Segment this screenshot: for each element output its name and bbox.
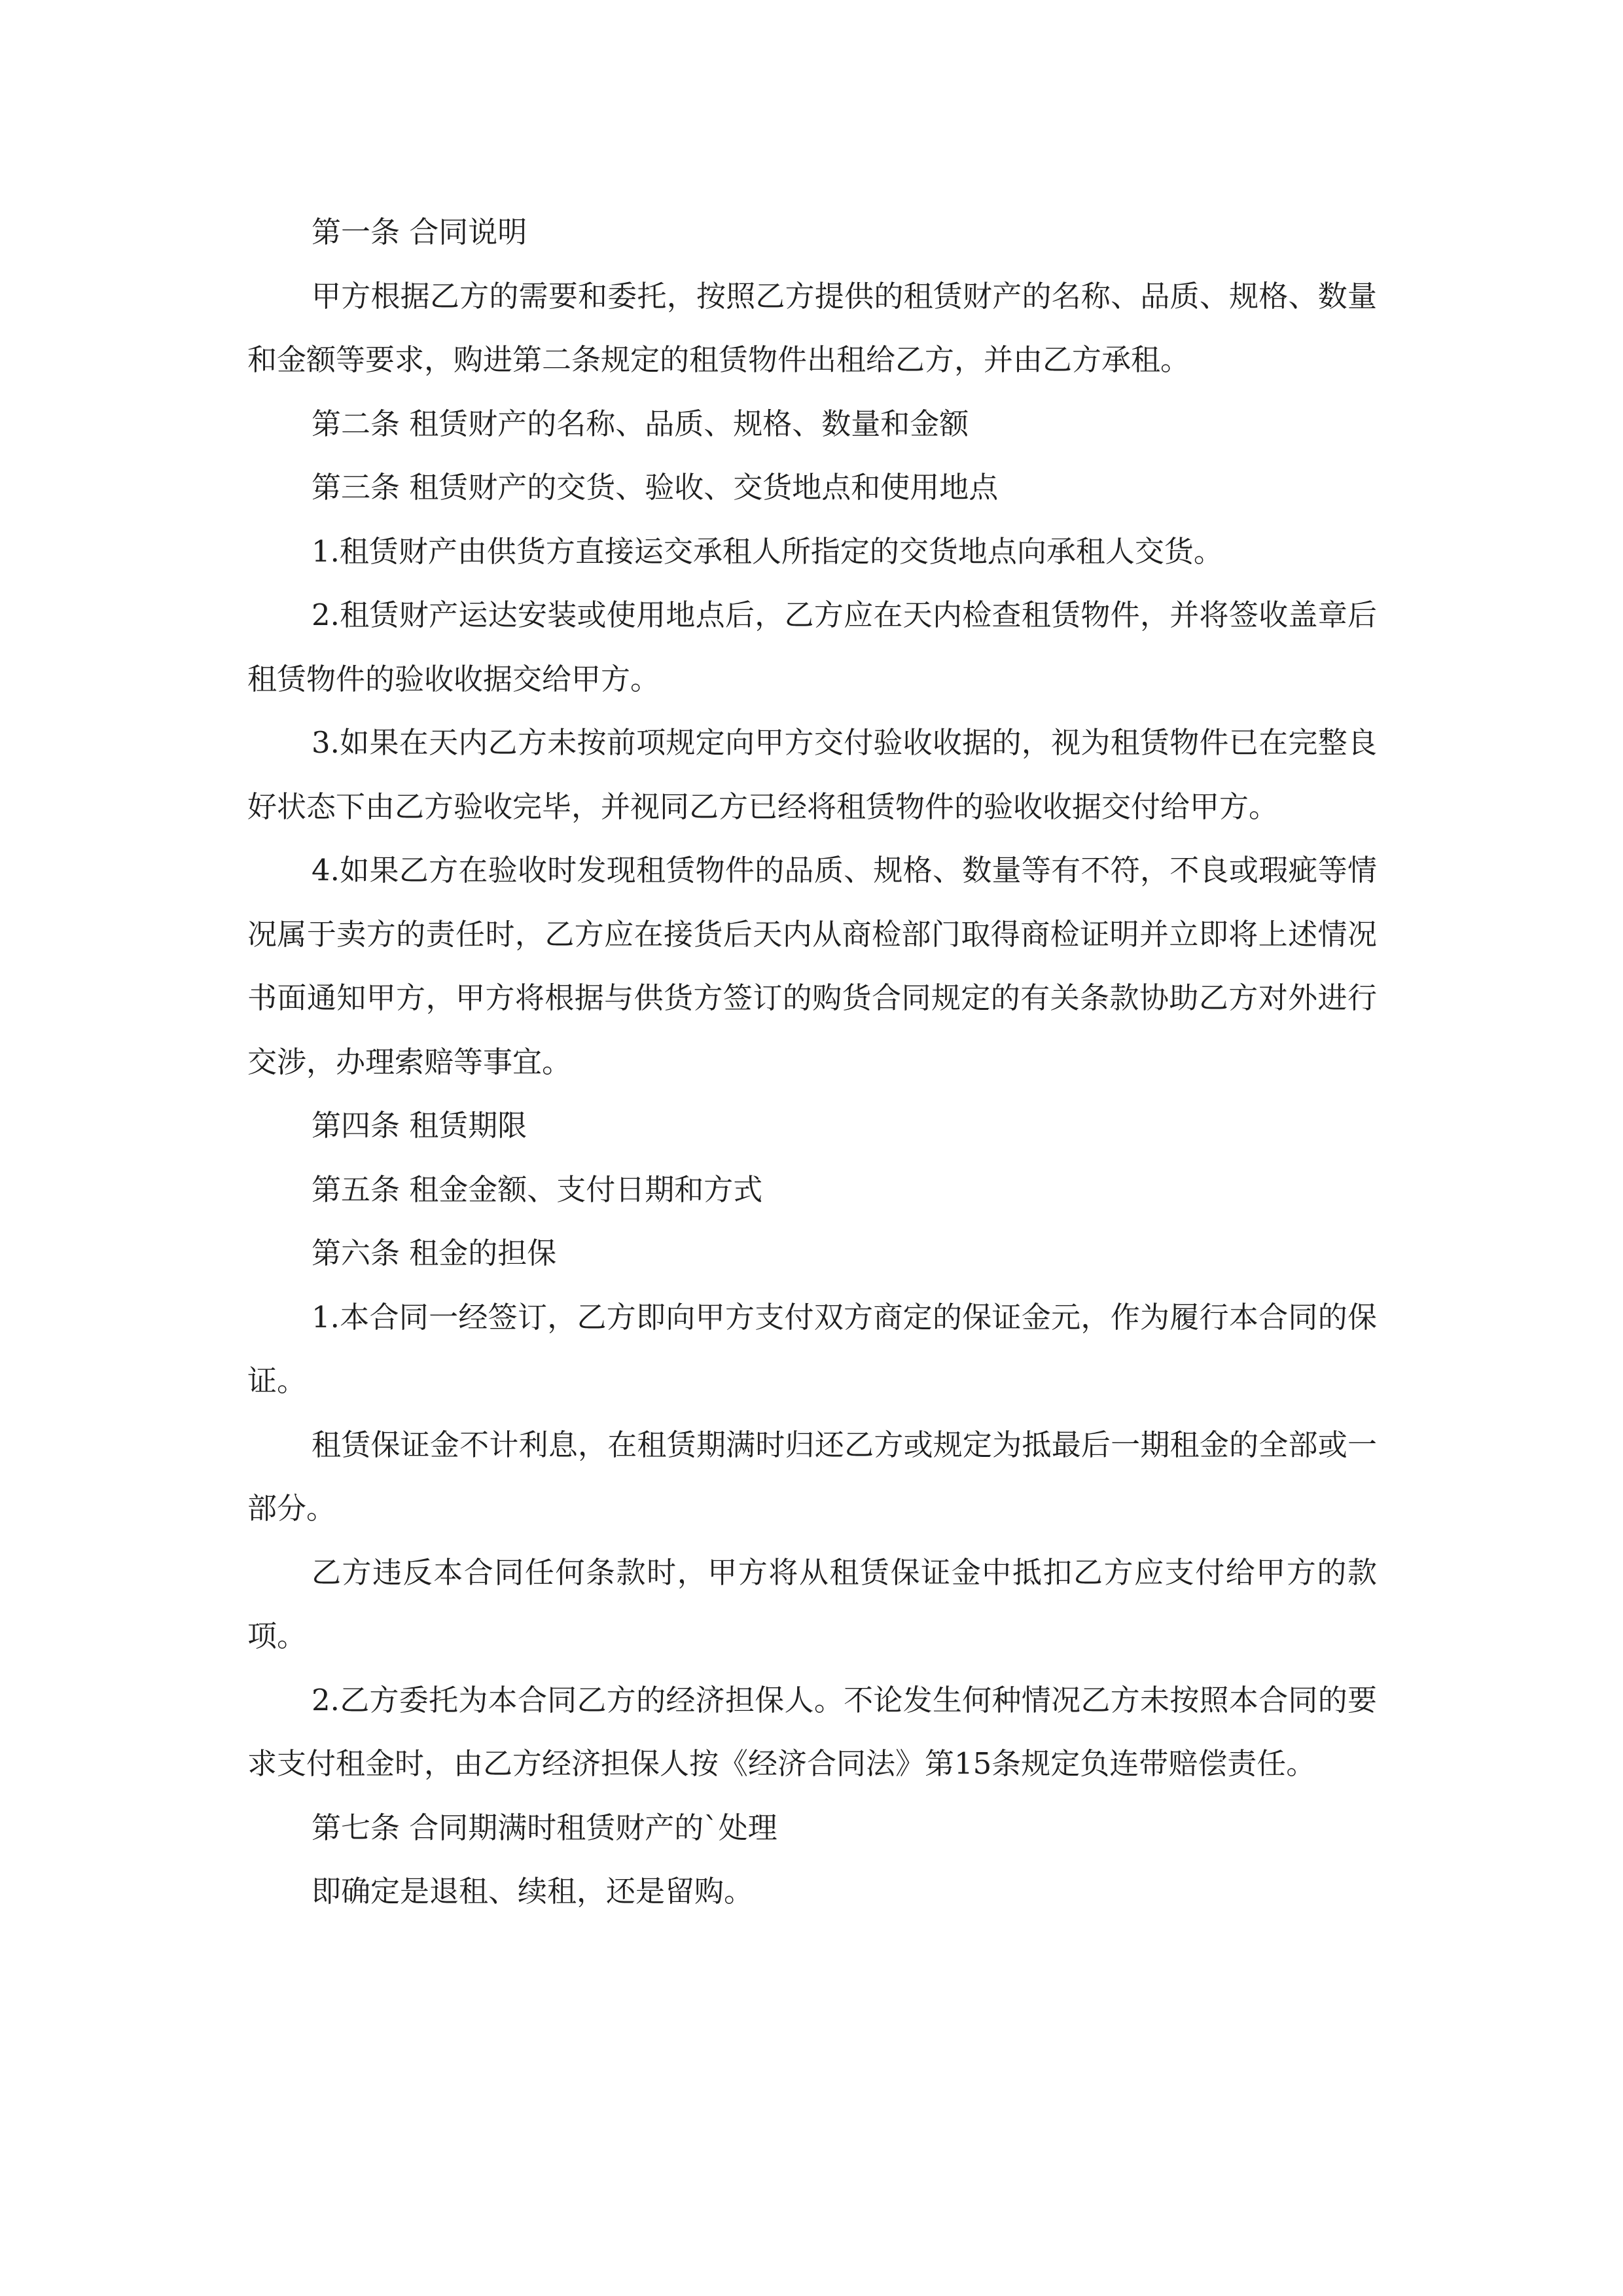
article-6-item-2: 2.乙方委托为本合同乙方的经济担保人。不论发生何种情况乙方未按照本合同的要求支付租金时，由乙方经济担保人按《经济合同法》第15条规定负连带赔偿责任。 <box>247 1682 1377 1781</box>
article-2-heading: 第二条 租赁财产的名称、品质、规格、数量和金额 <box>312 406 969 441</box>
article-6-heading: 第六条 租金的担保 <box>312 1236 557 1270</box>
article-3-item-4: 4.如果乙方在验收时发现租赁物件的品质、规格、数量等有不符，不良或瑕疵等情况属于卖方的责任时，乙方应在接货后天内从商检部门取得商检证明并立即将上述情况书面通知甲方，甲方将根据与供货方签订的购货合同规定的有关条款协助乙方对外进行交涉，办理索赔等事宜。 <box>247 853 1377 1079</box>
article-7-heading: 第七条 合同期满时租赁财产的`处理 <box>312 1810 777 1845</box>
article-3-item-3: 3.如果在天内乙方未按前项规定向甲方交付验收收据的，视为租赁物件已在完整良好状态下由乙方验收完毕，并视同乙方已经将租赁物件的验收收据交付给甲方。 <box>247 725 1377 824</box>
article-6-deposit-note: 租赁保证金不计利息，在租赁期满时归还乙方或规定为抵最后一期租金的全部或一部分。 <box>247 1427 1377 1526</box>
article-3-heading: 第三条 租赁财产的交货、验收、交货地点和使用地点 <box>312 470 999 505</box>
article-6-breach-note: 乙方违反本合同任何条款时，甲方将从租赁保证金中抵扣乙方应支付给甲方的款项。 <box>247 1554 1377 1653</box>
article-6-item-1: 1.本合同一经签订，乙方即向甲方支付双方商定的保证金元，作为履行本合同的保证。 <box>247 1299 1377 1398</box>
article-3-item-2: 2.租赁财产运达安装或使用地点后，乙方应在天内检查租赁物件，并将签收盖章后租赁物件的验收收据交给甲方。 <box>247 598 1377 696</box>
article-1-paragraph: 甲方根据乙方的需要和委托，按照乙方提供的租赁财产的名称、品质、规格、数量和金额等要求，购进第二条规定的租赁物件出租给乙方，并由乙方承租。 <box>247 278 1377 377</box>
document-body <box>247 200 1377 1924</box>
article-3-item-1: 1.租赁财产由供货方直接运交承租人所指定的交货地点向承租人交货。 <box>312 533 1223 569</box>
article-7-paragraph: 即确定是退租、续租，还是留购。 <box>312 1874 754 1909</box>
article-1-heading: 第一条 合同说明 <box>312 215 527 249</box>
article-4-heading: 第四条 租赁期限 <box>312 1108 527 1143</box>
article-5-heading: 第五条 租金金额、支付日期和方式 <box>312 1172 763 1207</box>
